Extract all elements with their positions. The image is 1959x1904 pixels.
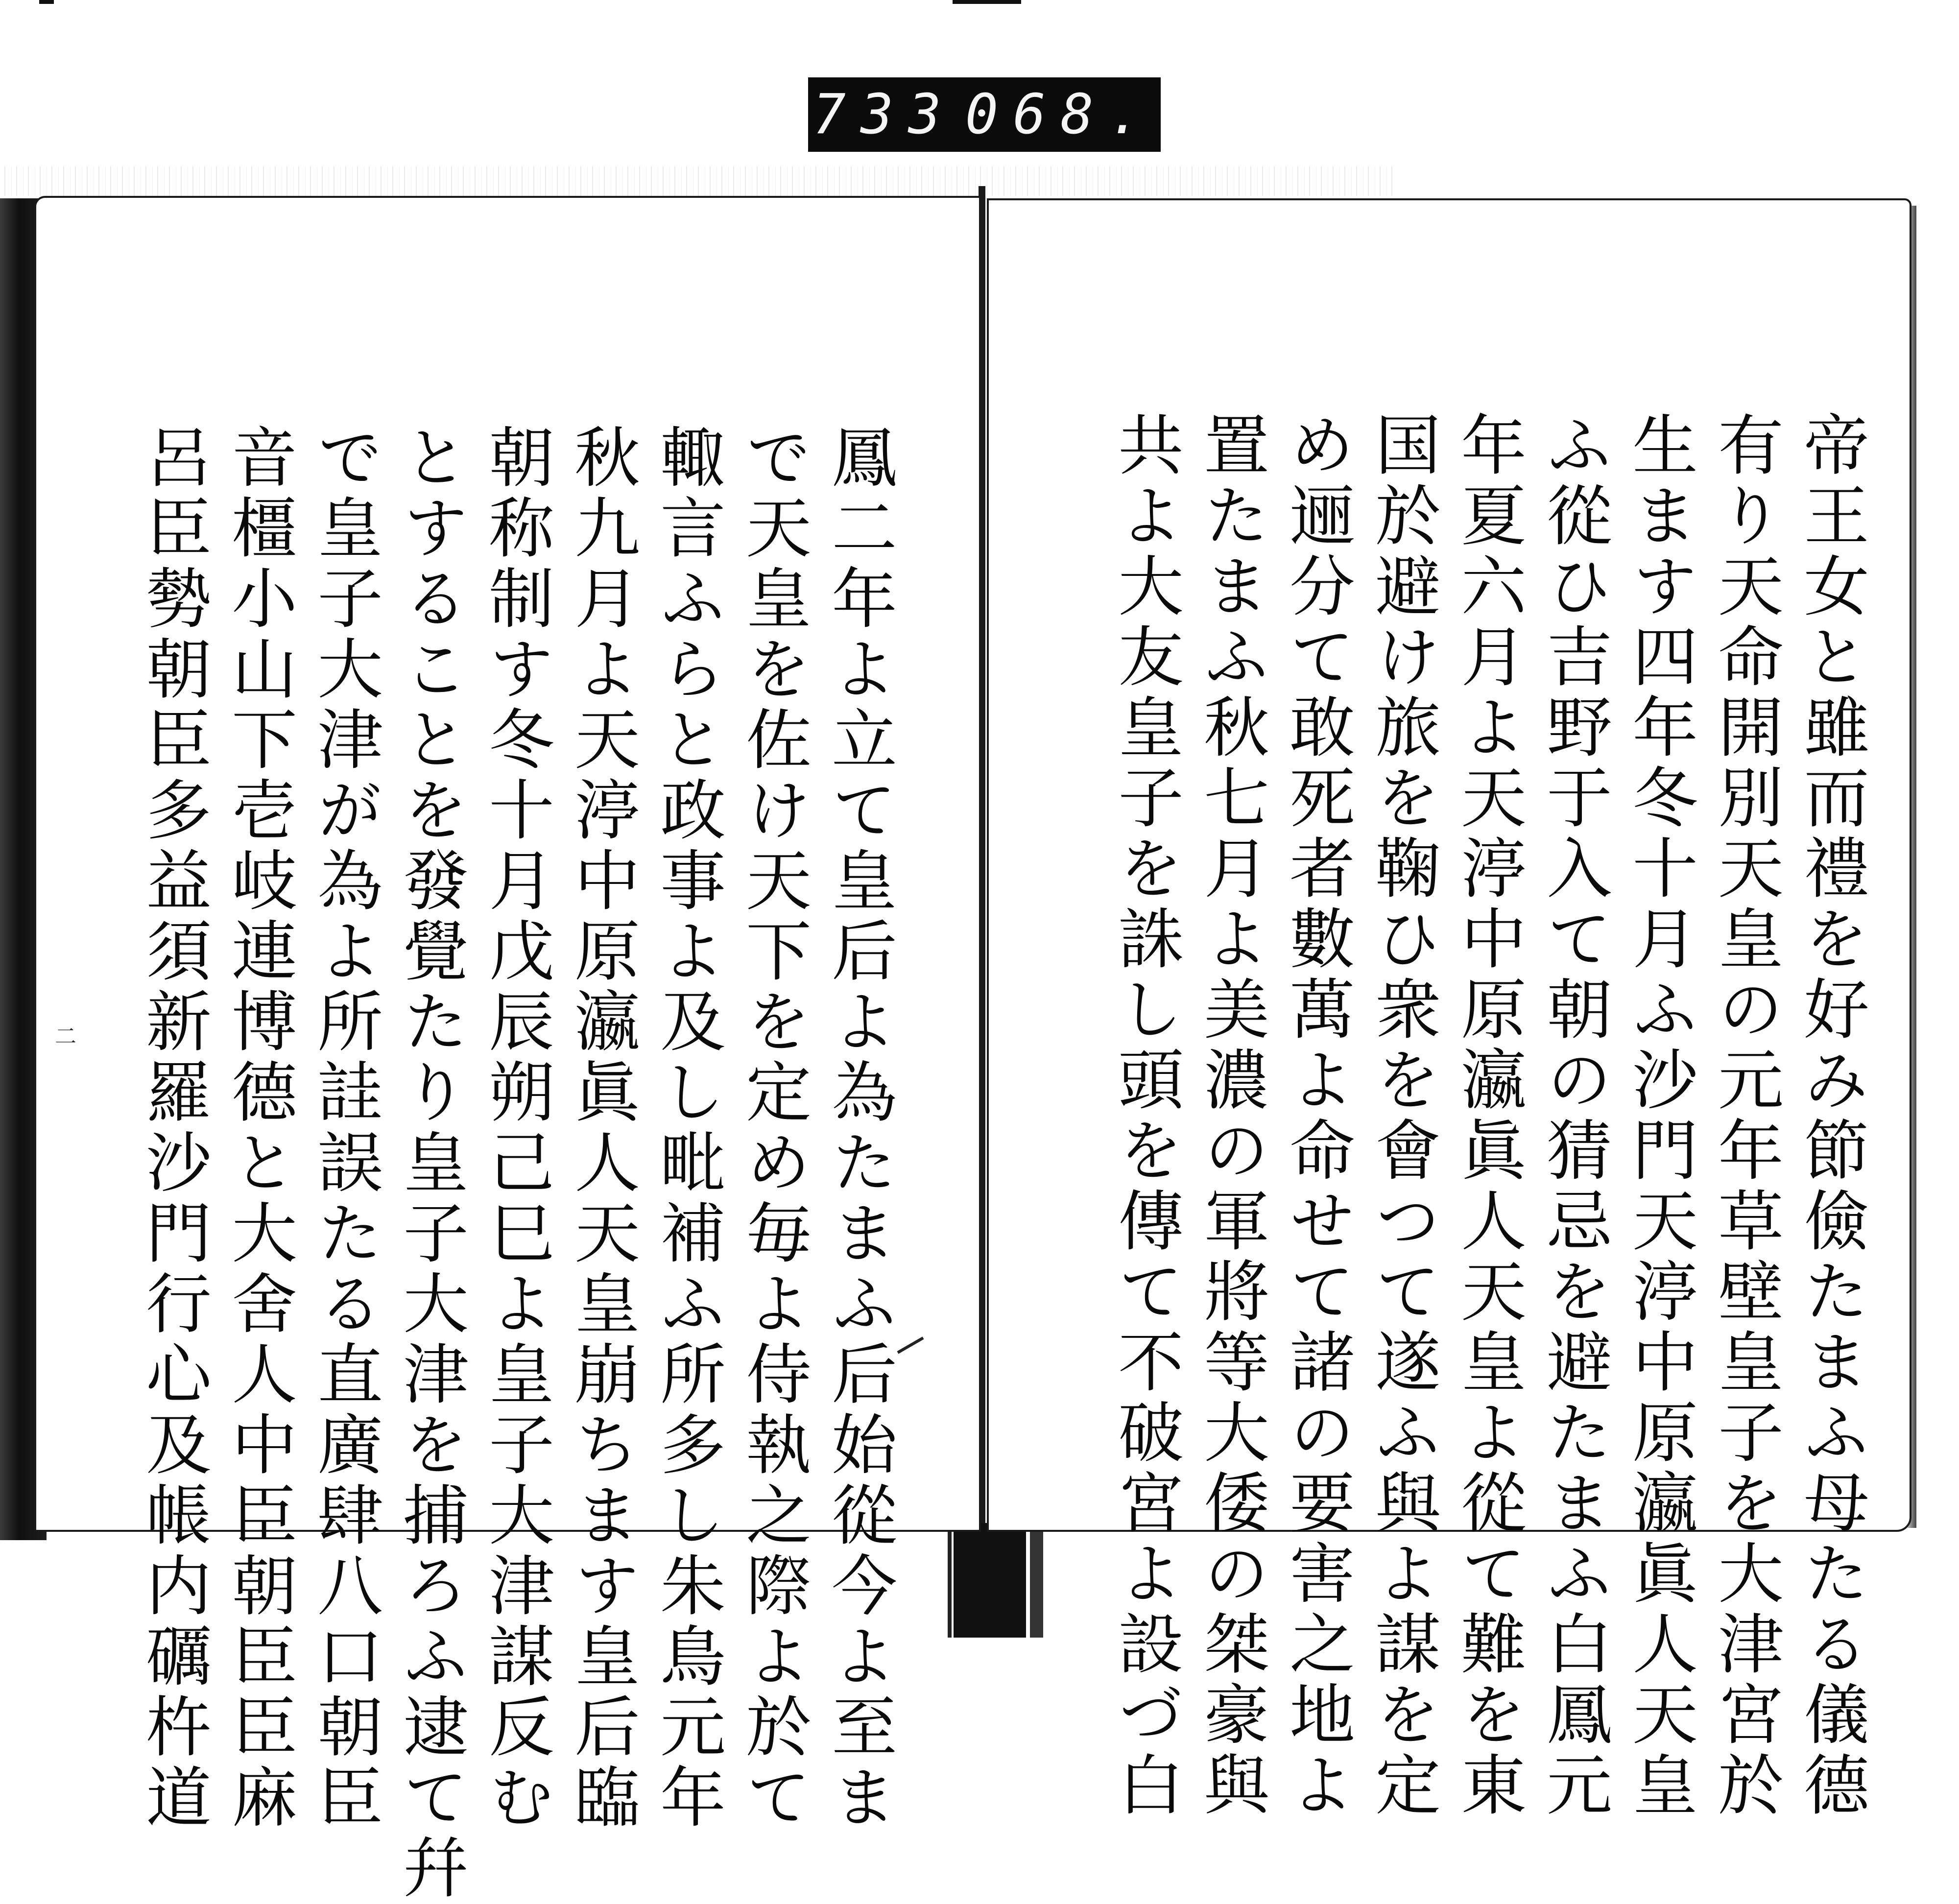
text-column: ふ從ひ吉野于入て朝の猜忌を避たまふ白鳳元 [1536, 411, 1612, 1821]
text-column: で皇子大津が為よ所詿誤たる直廣肆八口朝臣 [307, 423, 383, 1833]
right-page [987, 198, 1911, 1821]
text-column: 年夏六月よ天渟中原瀛眞人天皇よ從て難を東 [1450, 411, 1527, 1821]
page-number: 二 [55, 1024, 76, 1049]
text-column: 鳳二年よ立て皇后よ為たまふ后始從今よ至ま [821, 423, 897, 1833]
book-spine-bottom [948, 1523, 1043, 1638]
text-column: で天皇を佐け天下を定め毎よ侍執之際よ於て [735, 423, 812, 1833]
frame-number-left: 733 [812, 83, 956, 146]
text-column: 帝王女と雖而禮を好み節儉たまふ母たる儀德 [1793, 411, 1869, 1821]
scan-noise-band [0, 167, 1396, 196]
text-column: とすることを發覺たり皇子大津を捕ろふ逮て幷 [392, 423, 469, 1904]
frame-number-label [808, 77, 1161, 152]
text-column: 共よ大友皇子を誅し頭を傳て不破宮よ設づ白 [1107, 411, 1184, 1821]
text-column: 音橿小山下壱岐連博德と大舍人中臣朝臣臣麻 [221, 423, 297, 1833]
left-page [34, 196, 981, 1904]
frame-number-right: 068. [965, 83, 1156, 146]
text-column: 置たまふ秋七月よ美濃の軍將等大倭の桀豪與 [1193, 411, 1269, 1821]
text-column: 呂臣勢朝臣多益須新羅沙門行心及帳内礪杵道 [135, 423, 212, 1833]
text-column: 国於避け旅を鞠ひ衆を會つて遂ふ與よ謀を定 [1364, 411, 1441, 1821]
text-column: め逦分て敢死者數萬よ命せて諸の要害之地よ [1279, 411, 1355, 1821]
text-column: 秋九月よ天渟中原瀛眞人天皇崩ちます皇后臨 [564, 423, 640, 1833]
top-edge-mark [953, 0, 1021, 4]
text-column: 朝称制す冬十月戊辰朔己巳よ皇子大津謀反む [478, 423, 554, 1833]
top-edge-mark [39, 0, 54, 4]
margin-mark [897, 1336, 924, 1354]
text-column: 輙言ふらと政事よ及し毗補ふ所多し朱鳥元年 [649, 423, 726, 1833]
text-column: 生ます四年冬十月ふ沙門天渟中原瀛眞人天皇 [1622, 411, 1698, 1821]
text-column: 有り天命開別天皇の元年草壁皇子を大津宮於 [1707, 411, 1784, 1821]
